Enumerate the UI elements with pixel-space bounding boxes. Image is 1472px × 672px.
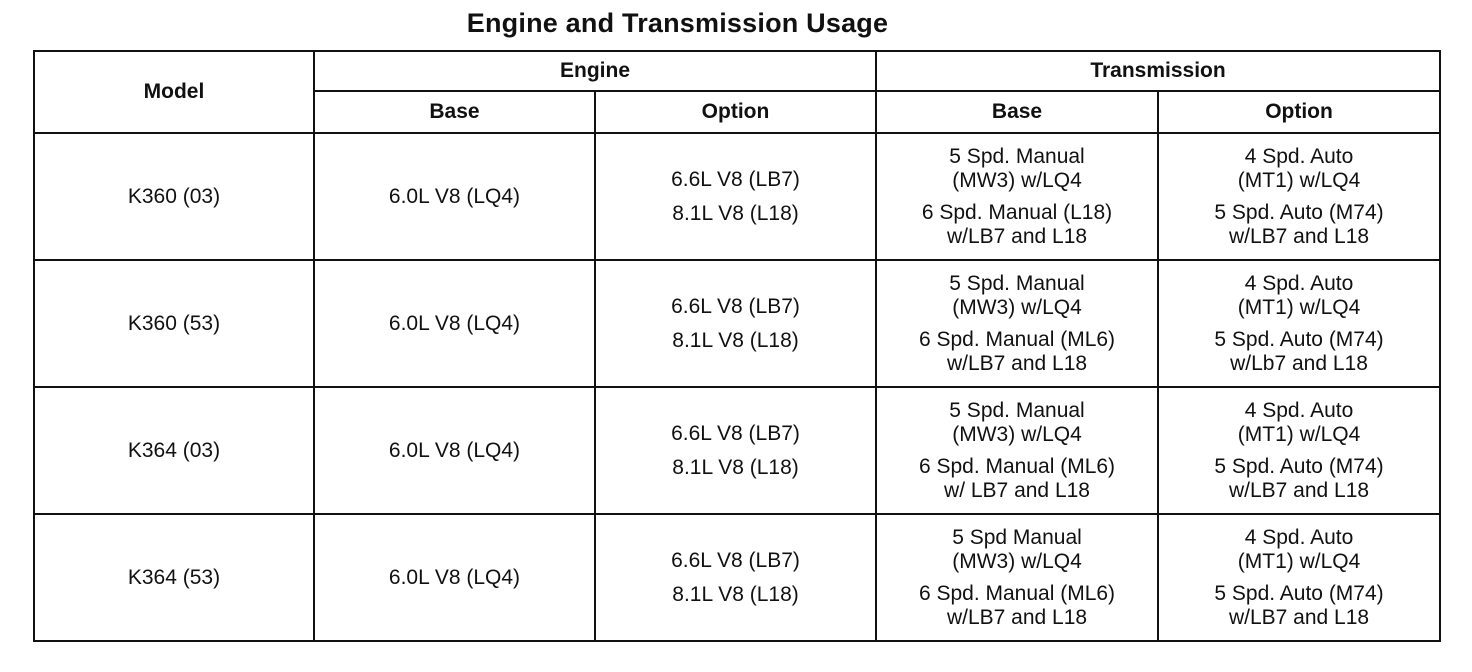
trans-base-label: 5 Spd. Manual: [949, 144, 1085, 168]
cell-engine-base: [314, 514, 595, 641]
usage-table: [33, 50, 1441, 642]
cell-trans-option: [1158, 387, 1440, 514]
table-row: [34, 514, 1440, 641]
trans-base-label: 6 Spd. Manual (ML6): [918, 581, 1116, 605]
header-transmission: Transmission: [876, 51, 1440, 91]
page-title: Engine and Transmission Usage: [466, 8, 889, 38]
cell-trans-base: [876, 260, 1158, 387]
header-engine: Engine: [314, 51, 876, 91]
trans-base-label: 5 Spd Manual: [952, 525, 1082, 549]
header-engine-option: Option: [595, 91, 876, 133]
trans-base-label: (MW3) w/LQ4: [952, 422, 1082, 446]
cell-engine-base: [314, 260, 595, 387]
trans-option-label: w/LB7 and L18: [1228, 478, 1370, 502]
cell-trans-option: [1158, 133, 1440, 260]
trans-option-label: 4 Spd. Auto: [1244, 398, 1354, 422]
cell-engine-option: [595, 260, 876, 387]
engine-option-label: 8.1L V8 (L18): [672, 201, 799, 225]
trans-option-label: 4 Spd. Auto: [1244, 271, 1354, 295]
cell-engine-base: [314, 133, 595, 260]
header-trans-base: Base: [876, 91, 1158, 133]
trans-base-label: 5 Spd. Manual: [949, 398, 1085, 422]
trans-option-label: 5 Spd. Auto (M74): [1214, 200, 1384, 224]
engine-base-label: 6.0L V8 (LQ4): [388, 565, 521, 589]
cell-model: [34, 387, 314, 514]
header-engine-base: Base: [314, 91, 595, 133]
engine-option-label: 6.6L V8 (LB7): [671, 294, 800, 318]
trans-option-label: (MT1) w/LQ4: [1237, 422, 1361, 446]
trans-base-label: w/LB7 and L18: [946, 224, 1088, 248]
trans-base-label: w/LB7 and L18: [946, 605, 1088, 629]
engine-option-label: 6.6L V8 (LB7): [671, 167, 800, 191]
cell-trans-base: [876, 133, 1158, 260]
cell-trans-option: [1158, 514, 1440, 641]
engine-option-label: 8.1L V8 (L18): [672, 582, 799, 606]
trans-option-label: 5 Spd. Auto (M74): [1214, 327, 1384, 351]
trans-option-label: (MT1) w/LQ4: [1237, 168, 1361, 192]
table-row: [34, 387, 1440, 514]
model-label: K360 (53): [127, 311, 221, 335]
cell-model: [34, 133, 314, 260]
trans-base-label: 5 Spd. Manual: [949, 271, 1085, 295]
header-model: Model: [34, 51, 314, 133]
cell-trans-option: [1158, 260, 1440, 387]
model-label: K364 (53): [127, 565, 221, 589]
trans-option-label: w/LB7 and L18: [1228, 605, 1370, 629]
cell-engine-base: [314, 387, 595, 514]
table-row: [34, 133, 1440, 260]
trans-base-label: (MW3) w/LQ4: [952, 295, 1082, 319]
trans-base-label: (MW3) w/LQ4: [952, 168, 1082, 192]
engine-base-label: 6.0L V8 (LQ4): [388, 311, 521, 335]
header-trans-option: Option: [1158, 91, 1440, 133]
model-label: K364 (03): [127, 438, 221, 462]
trans-base-label: 6 Spd. Manual (ML6): [918, 327, 1116, 351]
engine-option-label: 6.6L V8 (LB7): [671, 548, 800, 572]
cell-model: [34, 260, 314, 387]
table-row: [34, 260, 1440, 387]
trans-base-label: (MW3) w/LQ4: [952, 549, 1082, 573]
trans-option-label: w/Lb7 and L18: [1230, 351, 1368, 375]
trans-base-label: 6 Spd. Manual (L18): [921, 200, 1113, 224]
engine-option-label: 8.1L V8 (L18): [672, 455, 799, 479]
engine-base-label: 6.0L V8 (LQ4): [388, 184, 521, 208]
engine-base-label: 6.0L V8 (LQ4): [388, 438, 521, 462]
trans-option-label: (MT1) w/LQ4: [1237, 549, 1361, 573]
trans-base-label: w/ LB7 and L18: [944, 478, 1090, 502]
engine-option-label: 8.1L V8 (L18): [672, 328, 799, 352]
cell-model: [34, 514, 314, 641]
trans-option-label: w/LB7 and L18: [1228, 224, 1370, 248]
trans-option-label: 5 Spd. Auto (M74): [1214, 581, 1384, 605]
model-label: K360 (03): [127, 184, 221, 208]
trans-option-label: 4 Spd. Auto: [1244, 144, 1354, 168]
cell-trans-base: [876, 387, 1158, 514]
cell-trans-base: [876, 514, 1158, 641]
trans-option-label: (MT1) w/LQ4: [1237, 295, 1361, 319]
trans-base-label: w/LB7 and L18: [946, 351, 1088, 375]
cell-engine-option: [595, 133, 876, 260]
cell-engine-option: [595, 387, 876, 514]
trans-base-label: 6 Spd. Manual (ML6): [918, 454, 1116, 478]
engine-option-label: 6.6L V8 (LB7): [671, 421, 800, 445]
trans-option-label: 4 Spd. Auto: [1244, 525, 1354, 549]
cell-engine-option: [595, 514, 876, 641]
trans-option-label: 5 Spd. Auto (M74): [1214, 454, 1384, 478]
